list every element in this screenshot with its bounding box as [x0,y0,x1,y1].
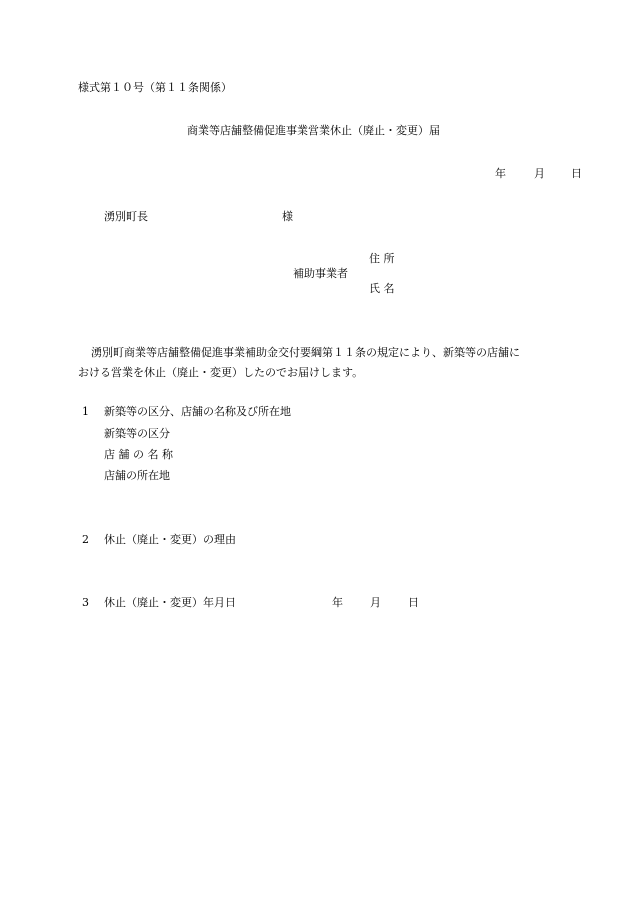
item-3-label: 休止（廃止・変更）年月日 [104,596,236,609]
item-3-month: 月 [370,596,381,609]
addressee-name: 湧別町長 [104,210,148,223]
item-2-number: 2 [82,533,89,546]
document-title: 商業等店舗整備促進事業営業休止（廃止・変更）届 [187,124,440,137]
body-line-2: おける営業を休止（廃止・変更）したのでお届けします。 [78,366,364,379]
address-label: 住 所 [369,252,395,265]
date-month: 月 [534,167,545,180]
item-1-sub-category: 新築等の区分 [104,427,170,440]
item-3-year: 年 [332,596,343,609]
item-2-label: 休止（廃止・変更）の理由 [104,533,236,546]
item-1-sub-store-name: 店 舗 の 名 称 [104,448,173,461]
body-line-1: 湧別町商業等店舗整備促進事業補助金交付要綱第１１条の規定により、新築等の店舗に [91,346,520,359]
addressee-honorific: 様 [282,210,293,223]
date-day: 日 [571,167,582,180]
item-1-label: 新築等の区分、店舗の名称及び所在地 [104,405,291,418]
item-3-day: 日 [408,596,419,609]
item-3-number: 3 [82,596,89,609]
form-number: 様式第１０号（第１１条関係） [78,81,232,94]
date-year: 年 [495,167,506,180]
name-label: 氏 名 [369,282,395,295]
item-1-number: 1 [82,405,89,418]
applicant-role: 補助事業者 [293,267,348,280]
item-1-sub-location: 店舗の所在地 [104,469,170,482]
